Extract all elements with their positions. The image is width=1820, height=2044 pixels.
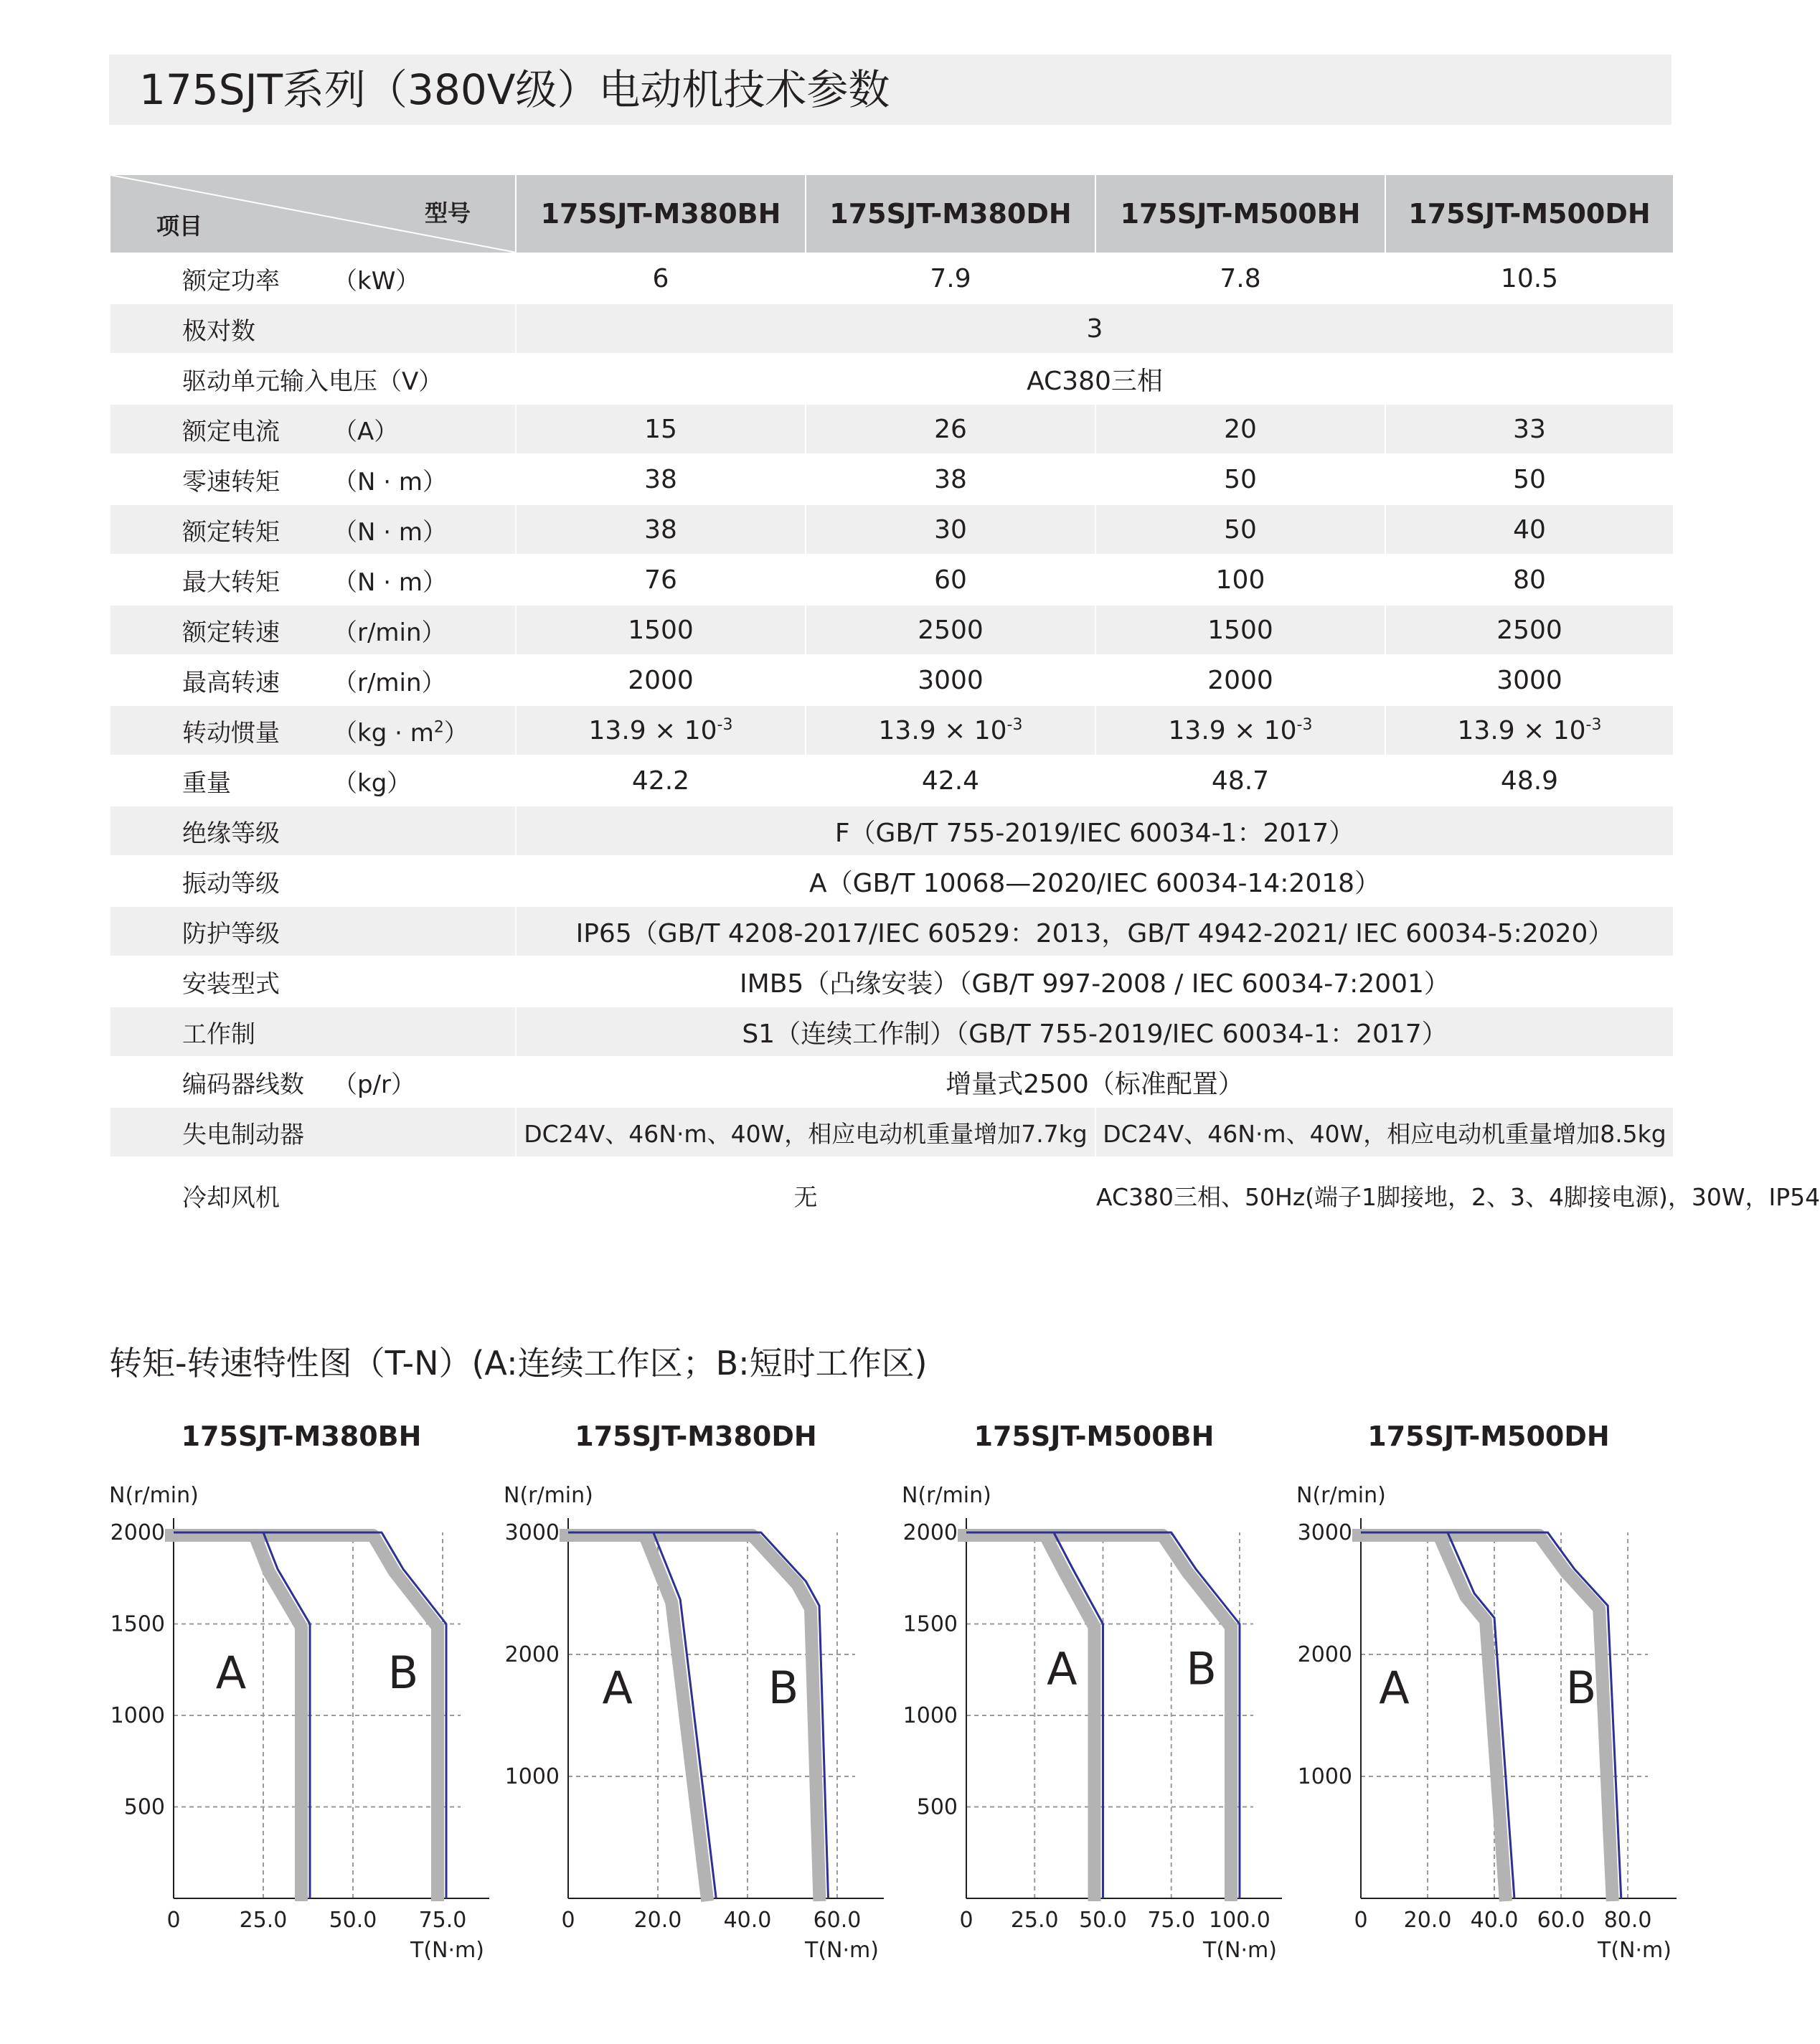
curve-line-A — [568, 1532, 716, 1898]
inertia-exponent: -3 — [1296, 715, 1313, 734]
x-axis-label: T(N·m) — [410, 1938, 484, 1963]
value-cell: 10.5 — [1385, 253, 1674, 303]
x-axis-label: T(N·m) — [805, 1938, 879, 1963]
value-cell: 50 — [1095, 454, 1385, 504]
value-cell: 50 — [1095, 504, 1385, 555]
param-cell — [110, 555, 516, 605]
table-row — [110, 404, 1674, 454]
param-label: 额定功率 — [182, 266, 280, 296]
param-cell — [110, 1107, 516, 1157]
param-unit: （A） — [333, 417, 399, 446]
value-cell-span: A（GB/T 10068—2020/IEC 60034-14:2018） — [516, 856, 1674, 906]
x-tick-label: 60.0 — [813, 1908, 862, 1933]
param-label: 安装型式 — [182, 969, 280, 999]
param-label: 额定电流 — [182, 417, 280, 446]
x-axis-label: T(N·m) — [1203, 1938, 1277, 1963]
inertia-base: 13.9 × 10 — [1457, 715, 1586, 745]
value-cell: 30 — [806, 504, 1095, 555]
table-row — [110, 755, 1674, 806]
value-cell: 38 — [516, 504, 806, 555]
model-header: 175SJT-M380BH — [516, 174, 806, 253]
param-unit: （r/min） — [333, 668, 446, 697]
value-cell: 1500 — [516, 605, 806, 655]
chart-svg — [100, 1421, 502, 1994]
table-row — [110, 504, 1674, 555]
y-tick-label: 2000 — [1297, 1642, 1352, 1667]
y-tick-label: 500 — [123, 1794, 165, 1820]
region-label-B: B — [1186, 1642, 1217, 1695]
region-label-A: A — [602, 1662, 633, 1714]
table-row — [110, 906, 1674, 956]
param-unit: （kg） — [333, 768, 412, 798]
chart-svg — [893, 1421, 1295, 1994]
param-label: 重量 — [182, 768, 231, 798]
inertia-exponent: -3 — [717, 715, 733, 734]
table-row — [110, 1157, 1674, 1233]
param-label: 最大转矩 — [182, 567, 280, 597]
y-tick-label: 1500 — [110, 1611, 165, 1637]
x-tick-label: 75.0 — [418, 1908, 467, 1933]
y-axis-label: N(r/min) — [902, 1483, 991, 1508]
table-row — [110, 354, 1674, 404]
param-unit: （N · m） — [333, 567, 447, 597]
region-label-B: B — [768, 1662, 799, 1714]
table-row — [110, 856, 1674, 906]
param-unit: （N · m） — [333, 467, 447, 496]
value-cell: 1500 — [1095, 605, 1385, 655]
table-row — [110, 253, 1674, 303]
y-tick-label: 1000 — [110, 1703, 165, 1728]
inertia-exponent: -3 — [1006, 715, 1023, 734]
value-cell: 6 — [516, 253, 806, 303]
value-cell: 50 — [1385, 454, 1674, 504]
value-cell — [806, 705, 1095, 755]
y-axis-label: N(r/min) — [1296, 1483, 1386, 1508]
param-cell — [110, 354, 516, 404]
tn-chart — [893, 1421, 1295, 1994]
value-cell-half: DC24V、46N·m、40W，相应电动机重量增加7.7kg — [516, 1107, 1095, 1157]
value-cell: 7.9 — [806, 253, 1095, 303]
region-label-A: A — [1379, 1662, 1410, 1714]
table-row — [110, 605, 1674, 655]
value-cell-half: DC24V、46N·m、40W，相应电动机重量增加8.5kg — [1095, 1107, 1674, 1157]
x-tick-label: 0 — [166, 1908, 181, 1933]
inertia-base: 13.9 × 10 — [588, 715, 717, 745]
table-row — [110, 705, 1674, 755]
param-cell — [110, 856, 516, 906]
value-cell: 42.2 — [516, 755, 806, 806]
region-label-A: A — [215, 1646, 247, 1699]
x-tick-label: 20.0 — [1403, 1908, 1452, 1933]
chart-title: 175SJT-M500BH — [973, 1421, 1215, 1452]
y-tick-label: 1000 — [902, 1703, 958, 1728]
param-label: 最高转速 — [182, 668, 280, 697]
value-cell — [1385, 705, 1674, 755]
value-cell-half: 无 — [516, 1157, 1095, 1233]
value-cell: 80 — [1385, 555, 1674, 605]
x-tick-label: 40.0 — [723, 1908, 772, 1933]
header-item-label: 项目 — [156, 212, 203, 240]
chart-title: 175SJT-M380BH — [181, 1421, 422, 1452]
param-cell — [110, 755, 516, 806]
y-tick-label: 3000 — [1297, 1520, 1352, 1545]
y-tick-label: 1000 — [504, 1764, 560, 1789]
value-cell — [516, 705, 806, 755]
value-cell: 42.4 — [806, 755, 1095, 806]
table-row — [110, 303, 1674, 354]
param-cell — [110, 705, 516, 755]
value-cell: 20 — [1095, 404, 1385, 454]
model-header: 175SJT-M500DH — [1385, 174, 1674, 253]
table-row — [110, 1107, 1674, 1157]
title-bar — [109, 55, 1672, 125]
header-model-label: 型号 — [424, 199, 471, 227]
param-unit: （p/r） — [333, 1070, 416, 1099]
param-label: 零速转矩 — [182, 467, 280, 496]
x-tick-label: 25.0 — [1010, 1908, 1059, 1933]
y-tick-label: 1000 — [1297, 1764, 1352, 1789]
value-cell: 48.7 — [1095, 755, 1385, 806]
value-cell: 76 — [516, 555, 806, 605]
value-cell-span: F（GB/T 755-2019/IEC 60034-1：2017） — [516, 806, 1674, 856]
value-cell: 38 — [806, 454, 1095, 504]
value-cell: 3000 — [1385, 655, 1674, 705]
inertia-base: 13.9 × 10 — [1168, 715, 1297, 745]
model-header: 175SJT-M500BH — [1095, 174, 1385, 253]
param-label: 冷却风机 — [182, 1183, 280, 1212]
param-label: 振动等级 — [182, 869, 280, 898]
value-cell-span: IMB5（凸缘安装）（GB/T 997-2008 / IEC 60034-7:2001） — [516, 956, 1674, 1007]
x-tick-label: 50.0 — [329, 1908, 377, 1933]
value-cell: 3000 — [806, 655, 1095, 705]
spec-table — [109, 174, 1820, 1234]
region-label-B: B — [387, 1646, 419, 1699]
param-label: 工作制 — [182, 1019, 255, 1049]
chart-title: 175SJT-M500DH — [1367, 1421, 1610, 1452]
chart-section-title: 转矩-转速特性图（T-N）(A:连续工作区；B:短时工作区) — [109, 1344, 928, 1383]
param-cell — [110, 1157, 516, 1233]
curve-shadow-A — [1352, 1535, 1506, 1901]
table-row — [110, 806, 1674, 856]
value-cell: 38 — [516, 454, 806, 504]
y-tick-label: 2000 — [902, 1520, 958, 1545]
param-cell — [110, 504, 516, 555]
param-cell — [110, 303, 516, 354]
value-cell: 2500 — [806, 605, 1095, 655]
x-tick-label: 100.0 — [1209, 1908, 1270, 1933]
curve-shadow-A — [958, 1535, 1094, 1901]
table-row — [110, 555, 1674, 605]
x-tick-label: 60.0 — [1537, 1908, 1585, 1933]
table-corner-cell — [110, 174, 516, 253]
value-cell-span: 3 — [516, 303, 1674, 354]
y-tick-label: 500 — [916, 1794, 958, 1820]
param-unit-end: ） — [443, 718, 468, 748]
tn-chart — [495, 1421, 897, 1994]
param-label: 防护等级 — [182, 919, 280, 948]
chart-svg — [1288, 1421, 1689, 1994]
y-tick-label: 2000 — [110, 1520, 165, 1545]
table-header-row — [110, 174, 1674, 253]
value-cell: 2500 — [1385, 605, 1674, 655]
value-cell: 2000 — [516, 655, 806, 705]
value-cell: 26 — [806, 404, 1095, 454]
param-cell — [110, 253, 516, 303]
x-tick-label: 25.0 — [239, 1908, 288, 1933]
param-label: 驱动单元输入电压（V） — [182, 367, 443, 396]
x-tick-label: 0 — [1354, 1908, 1368, 1933]
param-unit: （N · m） — [333, 517, 447, 547]
param-unit: （r/min） — [333, 618, 446, 647]
value-cell-span: 增量式2500（标准配置） — [516, 1057, 1674, 1107]
value-cell: 48.9 — [1385, 755, 1674, 806]
param-unit: （kg · m — [333, 718, 434, 748]
y-tick-label: 2000 — [504, 1642, 560, 1667]
curve-shadow-A — [165, 1535, 301, 1901]
chart-title: 175SJT-M380DH — [575, 1421, 817, 1452]
tn-chart — [100, 1421, 502, 1994]
param-label: 失电制动器 — [182, 1120, 304, 1149]
y-tick-label: 1500 — [902, 1611, 958, 1637]
unit-superscript: 2 — [433, 718, 444, 737]
value-cell — [1095, 705, 1385, 755]
value-cell-span: S1（连续工作制）（GB/T 755-2019/IEC 60034-1：2017） — [516, 1007, 1674, 1057]
param-label: 转动惯量 — [182, 718, 280, 748]
param-unit: （kW） — [333, 266, 420, 296]
param-cell — [110, 806, 516, 856]
y-axis-label: N(r/min) — [109, 1483, 199, 1508]
x-tick-label: 0 — [561, 1908, 575, 1933]
value-cell: 40 — [1385, 504, 1674, 555]
x-tick-label: 0 — [959, 1908, 973, 1933]
param-cell — [110, 605, 516, 655]
y-axis-label: N(r/min) — [504, 1483, 593, 1508]
param-cell — [110, 655, 516, 705]
param-cell — [110, 906, 516, 956]
table-row — [110, 956, 1674, 1007]
region-label-B: B — [1565, 1662, 1597, 1714]
table-row — [110, 454, 1674, 504]
param-cell — [110, 404, 516, 454]
value-cell-span: IP65（GB/T 4208-2017/IEC 60529：2013，GB/T 4942-2021/ IEC 60034-5:2020） — [516, 906, 1674, 956]
param-cell — [110, 1057, 516, 1107]
param-cell — [110, 454, 516, 504]
value-cell: 2000 — [1095, 655, 1385, 705]
param-label: 编码器线数 — [182, 1070, 304, 1099]
chart-svg — [495, 1421, 897, 1994]
x-tick-label: 40.0 — [1470, 1908, 1519, 1933]
table-row — [110, 1007, 1674, 1057]
value-cell: 100 — [1095, 555, 1385, 605]
value-cell: 33 — [1385, 404, 1674, 454]
inertia-base: 13.9 × 10 — [878, 715, 1007, 745]
value-cell-half: AC380三相、50Hz(端子1脚接地，2、3、4脚接电源)，30W，IP54 — [1095, 1157, 1674, 1233]
region-label-A: A — [1047, 1642, 1078, 1695]
param-label: 额定转矩 — [182, 517, 280, 547]
curve-shadow-B — [1352, 1535, 1613, 1901]
page-title: 175SJT系列（380V级）电动机技术参数 — [139, 65, 890, 114]
param-label: 极对数 — [182, 316, 255, 346]
tn-chart — [1288, 1421, 1689, 1994]
x-tick-label: 20.0 — [633, 1908, 682, 1933]
model-header: 175SJT-M380DH — [806, 174, 1095, 253]
param-label: 绝缘等级 — [182, 819, 280, 848]
value-cell: 60 — [806, 555, 1095, 605]
param-cell — [110, 1007, 516, 1057]
inertia-exponent: -3 — [1585, 715, 1602, 734]
curve-line-A — [174, 1532, 310, 1898]
param-cell — [110, 956, 516, 1007]
param-label: 额定转速 — [182, 618, 280, 647]
x-axis-label: T(N·m) — [1598, 1938, 1672, 1963]
x-tick-label: 80.0 — [1603, 1908, 1652, 1933]
table-row — [110, 655, 1674, 705]
x-tick-label: 50.0 — [1079, 1908, 1127, 1933]
y-tick-label: 3000 — [504, 1520, 560, 1545]
curve-shadow-A — [560, 1535, 707, 1901]
x-tick-label: 75.0 — [1147, 1908, 1196, 1933]
table-row — [110, 1057, 1674, 1107]
value-cell-span: AC380三相 — [516, 354, 1674, 404]
value-cell: 15 — [516, 404, 806, 454]
value-cell: 7.8 — [1095, 253, 1385, 303]
